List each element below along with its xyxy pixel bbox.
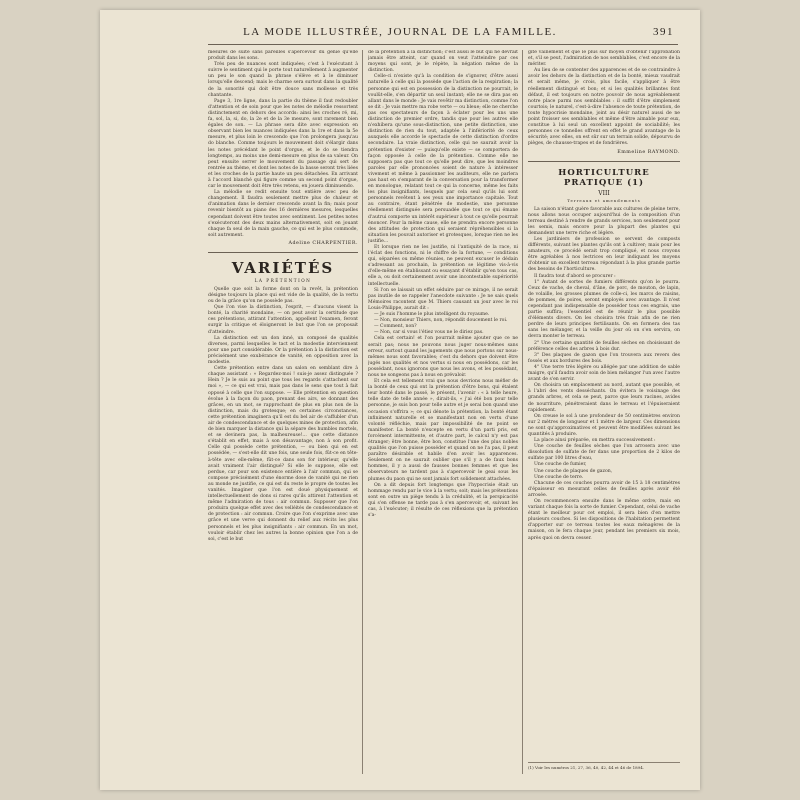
paragraph: Les jardiniers de profession se servent de composts différents, suivant les plantes qu'ils ont à cultiver; mais pour les amateurs, ce procédé serait trop compliqué, et nous croyons être agréables à nos lectrices en leur indiquant les moyens d'obtenir un excellent terreau répondant à la plus grande partie des besoins de l'horticulture. (528, 236, 680, 273)
paragraph: Une couche de terre. (534, 474, 584, 480)
paragraph: Et cela est tellement vrai que nous devrions nous méfier de la bonté de ceux qui ont la prétention d'être bons, qui étalent leur bonté dans le passé, le présent, l'avenir : « à telle heure, telle date de telle année », dirait-ils, « j'ai été bon pour telle personne, je suis bon pour telle autre et je serai bon quand une occasion s'offrira »; ce qui dénote la prétention, la bonté étant infiniment naturelle et se manifestant non en vertu d'une volonté réfléchie, mais par impossibilité de ne point se manifester. La bonté n'excepte en vertu d'un parti pris, est forcément intermittente, et d'autre part, le calcul n'y est pas étranger; être bonne, être bon, constitue l'une des plus nobles qualités que l'on puisse posséder et quand on ne l'a pas, il peut paraître désirable et habile d'en avoir les apparences. Seulement on ne saurait oublier que s'il y a de faux bons hommes, il y a aussi de fausses bonnes femmes et que les observateurs ne tardent pas à s'apercevoir le geai sous les plumes du paon qui ne sont jamais fort solidement attachées. (368, 379, 518, 482)
paragraph: — Non, car si vous l'étiez vous ne le diriez pas. (374, 330, 484, 336)
paragraph: 2° Une certaine quantité de feuilles sèches en choisissant de préférence celles des arbres à bois dur. (528, 340, 680, 352)
paragraph: — Comment, non? (374, 324, 417, 330)
page-header (100, 26, 700, 46)
paragraph: On creuse le sol à une profondeur de 50 centimètres environ sur 2 mètres de longueur et 1 mètre de largeur. Ces dimensions ne sont qu'approximatives et peuvent être modifiées suivant les quantités à produire. (528, 413, 680, 437)
column-divider (362, 50, 363, 774)
journal-title: LA MODE ILLUSTRÉE, JOURNAL DE LA FAMILLE. (243, 26, 557, 38)
section-number: VIII (598, 189, 610, 197)
paragraph: Quelle que soit la forme dont on la revêt, la prétention désigne toujours la place qui est vide de la qualité, de la vertu ou de la grâce qu'on ne possède pas. (208, 286, 358, 305)
paragraph: La place ainsi préparée, on mettra successivement : (534, 438, 656, 444)
paragraph: 3° Des plaques de gazon que l'on trouvera aux revers des fossés et aux bordures des bois. (528, 352, 680, 364)
paragraph: On choisira un emplacement au nord, autant que possible, et à l'abri des vents desséchants. On évitera le voisinage des grands arbres, et cela se peut, parce que leurs racines, avides de nourriture, pénétreraient dans le terreau et l'épuiseraient rapidement. (528, 383, 680, 413)
footnote: (1) Voir les numéros 21, 27, 36, 40, 42, 44 et 46 de 1894. (528, 762, 680, 770)
paragraph: 1° Autant de sortes de fumiers différents qu'on le pourra. Ceux de vache, de cheval, d'âne, de porc, de mouton, de lapin, de volaille, les grosses plumes de colle-ci, les marcs de raisins, de pommes, de poires, seront employés avec avantage. Il n'est cependant pas indispensable de posséder tous ces engrais, une partie suffira; l'essentiel est de réunir le plus possible d'éléments divers. On les choisira très frais afin de ne rien perdre de leurs principes fertilisants. On en formera des tas sans les mélanger, et la veille du jour où on s'en servira, on devra monter le terreau. (528, 279, 680, 340)
paragraph: Il faudra tout d'abord se procurer : (534, 273, 616, 279)
paragraph: On a dit depuis fort longtemps que l'hypocrisie était un hommage rendu par le vice à la vertu; soit; mais les prétentions sont en outre un piège tendu à la crédulité, et la perspicacité qui s'en offense ne tarde pas à s'en apercevoir, et, suivant les cas, à l'exécuter; il résulte de ces réflexions que la prétention s'a- (368, 482, 518, 519)
page-number: 391 (653, 26, 674, 38)
section-subtitle: LA PRÉTENTION (254, 277, 312, 283)
paragraph: Au lieu de se contenter des apparences et de se contraindre à avoir les dehors de la distinction et de la bonté, mieux vaudrait et serait même, je crois, plus facile, s'appliquer à être réellement distingué et bon; et si les qualités brillantes font défaut, il est toujours en notre pouvoir de nous agréablement notre place parmi nos semblables : il suffit d'être simplement courtois; le naturel, c'est-à-dire l'absence de toute prétention, de toute hypocrisie mondaine, joint au désir naturel aussi de ne point froisser ses semblables et même d'être aimable pour eux, constitue à lui seul un excellent appoint de sociabilité; les personnes ce tonnelles offrent en effet le grand avantage de la sécurité; avec elles, on est sûr sur un terrain solide, dépourvu de pièges, de chausse-trapes et de fondrières. (528, 68, 680, 147)
paragraph: Une couche de feuilles sèches que l'on arrosera avec une dissolution de sulfate de fer dans une proportion de 2 kilos de sulfate par 100 litres d'eau, (528, 444, 680, 462)
paragraph: de la prétention à la distinction; c'est aussi le but qui ne devrait jamais être atteint, car quand on veut l'atteindre par ces moyens qui sont, je le répète, la négation même de la distinction. (368, 50, 518, 74)
paragraph: gite vainement et que le plus sûr moyen d'obtenir l'approbation et, s'il se peut, l'admiration de nos semblables, c'est encore de la mériter. (528, 50, 680, 68)
paragraph: Si l'on se laissait un effet séduire par ce mirage, il ne serait pas inutile de se rappeler l'anecdote suivante : Je ne sais quels Mémoires racontent que M. Thiers causant un jour avec le roi Louis-Philippe, aurait dit : (368, 287, 518, 311)
paragraph: — Non, monsieur Thiers, non, répondit doucement le roi. (374, 318, 508, 324)
paragraph: La mélodie se redit ensuite tout entière avec peu de changement. Il faudra seulement mettre plus de chaleur et d'animation dans le dernier crescendo avant la fin; mais pour revenir bientôt au piano des 16 dernières mesures, lesquelles cependant doivent être toutes avec sentiment. Les petites notes s'exécuteront des deux mains alternativement, soit en jouant chaque fa seul de la main gauche, ce qui est le plus commode, soit autrement. (208, 190, 358, 238)
section-title-horticulture: HORTICULTURE PRATIQUE (1) (558, 167, 650, 188)
paragraph: Page 3, 1re ligne, dans la partie du thème il faut redoubler d'attention et de soin pour que les notes de mélodie ressortent distinctement en dehors des accords: ainsi les croches ré, mi, fa, sol, la, si, do, la 2e et de la 3e mesure, sont rarement bien égales de son. — La phrase sera dite avec expression en observant bien les nuances indiquées dans la 1re et dans la 5e mesure, et plus loin le crescendo que l'on prolongera jusqu'au do blanche. Comme toujours le mouvement doit s'élargir dans les notes précédant le point d'orgue, et le do se tiendra longtemps, au moins une demi-mesure en plus de sa valeur. On peut ensuite serrer le mouvement du passage qui sert de rentrée au thème, et dont les notes de la basse seront très liées et les croches de la partie haute un peu détachées. En arrivant à l'accord blanché qui figure comme un second point d'orgue, car le mouvement doit être très retenu, en jouera diminuendo. (208, 98, 358, 190)
paragraph: Celle-ci n'existe qu'à la condition de s'ignorer, d'être aussi naturelle à celle qui la possède que l'action de la respiration; la personne qui est en possession de la distinction ne pourrait, le voulût-elle, s'en départir un seul instant; elle ne se dira pas en allant dans le monde : Je vais revêtir ma distinction, comme l'on se dit : Je vais mettre ma robe verte — ou bleue; elle ne cherche pas ces spectateurs de façon à éclater pour les uns une distinction de premier ordre, tandis que pour les autres elle n'exhibera qu'une sous-distinction, une petite distinction, une distinction de rien du tout, adaptée à l'infériorité de ceux auxquels elle accorde le spectacle de cette distinction d'ordre secondaire. La vraie distinction, celle qui ne saurait avoir la prétention d'exister — puisqu'elle existe — se comportera de façon opposée à celle de la prétention. Comme elle ne supposera pas que tout ce qu'elle peut dire, que les moindres paroles par elle prononcées soient de nature à intéresser vivement et même à passionner les auditeurs, elle ne parlera pas haut en s'emparant de la conversation pour la transformer en monologue, relatant tout ce qui la concerne, même les faits les plus insignifiants, lesquels par cela seul qu'ils lui sont personnels revêtent à ses yeux une importance capitale. Tout au contraire, étant pénétrée de modestie, une personne réellement distinguée sera persuadée que tout ce qui émane d'autrui comporte un intérêt supérieur à tout ce qu'elle pourrait énoncer. Pour la même cause, elle ne prendra encore personne des attitudes de protection qui seraient répréhensibles si la situation les pouvait autoriser et grotesques, lorsque rien ne les justifie... (368, 74, 518, 244)
column-3 (528, 50, 680, 760)
column-1 (208, 50, 358, 774)
paragraph: La saison n'étant guère favorable aux cultures de pleine terre, nous allons nous occuper aujourd'hui de la composition d'un terreau destiné à rendre de grands services, non seulement pour les semis, mais encore pour la plupart des plantes qui demandent une terre riche et légère. (528, 206, 680, 236)
paragraph: Cette prétention entre dans un salon en semblant dire à chaque assistant : « Regardez-moi ! suis-je assez distinguée ? Hein ? Je le suis au point que tous les regards s'attachent sur moi », — ce qui est vrai, mais pas dans le sens que tout à fait opposé à celle que l'on suppose. — Elle prétention en question évolue à la façon du paon, prenant des airs, se donnant des grâces, en un mot, se rapprochant de plus en plus non de la distinction, mais du grotesque; en certaines circonstances, cette prétention imaginera qu'il est du bel air de s'affubler d'un air de condescendance et de quelques mines de protection, afin de bien marquer la distance qui la sépare des humbles mortels, et se devinera pas, la malheureuse!... que cette distance s'établit en effet, mais à son désavantage, non à son profit. Celle qui possède cette prétention, — ou bien qui en est possédée, — s'est-elle dit une fois, une seule fois, fût-ce en tête-à-tête avec elle-même, fût-ce dans son for intérieur, qu'elle avait vraiment l'air distingué? Si elle le suppose, elle est perdue, car pour son existence entière à l'air commun, qui se compose précisément d'une énorme dose de vanité qui ne rien au monde ne justifie, ce qui est du reste le propre de toutes les vanités. Imaginer que l'on est doué physiquement et intellectuellement de dons si rares qu'ils attirent l'attention et même l'admiration de tous : air commun. Supposer que l'on produira quelque effet avec des velléités de condescendance et de protection : air commun. Croire que l'on s'exprime avec une grâce et une verve qui donnent du relief aux récits les plus personnels et les plus insignifiants : air commun. En un mot, vouloir établir chez les autres la bonne opinion que l'on a de soi, c'est le but (208, 366, 358, 542)
column-divider (522, 50, 523, 774)
paragraph: Très peu de nuances sont indiquées; c'est à l'exécutant à suivre le sentiment qui le porte tout naturellement à augmenter un peu le son quand la phrase s'élève et à le diminuer lorsqu'elle descend; mais le charme sera surtout dans la qualité de la sonorité qui doit être douce sans mollesse et très chantante. (208, 62, 358, 98)
paragraph: 4° Une terre très légère ou allégée par une addition de sable maigre, qu'il faudra avoir soin de bien mélanger l'un avec l'autre avant de s'en servir. (528, 364, 680, 383)
section-title-varietes: VARIÉTÉS (231, 258, 335, 277)
column-2 (368, 50, 518, 774)
section-separator (208, 252, 358, 253)
paragraph: Cela est certain! et l'on pourrait même ajouter que ce ne serait pas; nous ne pouvons nous juger nous-mêmes sans erreur, surtout quand les jugements que nous portons sur nous-mêmes nous sont favorables; c'est du dehors que doivent être jugés nos qualités et nos vertus si nous en possédons, car les possédant, nous ignorons que nous les avons, et les possédant, nous ne songeons pas à nous en prévaloir. (368, 336, 518, 378)
paragraph: Chacune de ces couches pourra avoir de 15 à 18 centimètres d'épaisseur en mesurant celles de feuilles après avoir été arrosée. (528, 480, 680, 498)
paragraph: La distinction est un don inné, un composé de qualités diverses, parmi lesquelles le tact et la modestie interviennent pour une part considérable. Or la prétention à la distinction est précisément une exubérance de vanité, en opposition avec la modestie. (208, 335, 358, 366)
paragraph: On recommencera ensuite dans le même ordre, mais en variant chaque fois la sorte de fumier. Cependant, celui de vache étant le meilleur pour cet emploi, il sera bien d'en mettre plusieurs couches. Si les dispositions de l'habitation permettent d'apporter sur ce terreau toutes les eaux ménagères de la maison, on le fera chaque jour, pendant les premiers six mois, après quoi on devra cesser. (528, 499, 680, 541)
paragraph: Une couche de fumier, (534, 462, 587, 468)
header-rule (208, 44, 678, 45)
paragraph: Que l'on vise la distinction, l'esprit, — d'aucuns visent la bonté, la charité mondaine, — on peut avoir la certitude que ces prétentions, attirant l'attention, appellent l'examen, feront surgir la critique et éloigneront le but que l'on se proposait d'atteindre. (208, 305, 358, 335)
section-subtitle: Terreaux et amendements (567, 197, 641, 203)
author-signature: Adeline CHARPENTIER. (288, 240, 358, 246)
paragraph: mesures de suite sans pareilles s'apercevoir du génie qu'elle produit dans les sons. (208, 50, 358, 62)
section-separator (528, 161, 680, 162)
paragraph: Une couche de plaques de gazon, (534, 468, 613, 474)
paragraph: Et lorsque rien ne les justifie, ni l'antiquité de la race, ni l'éclat des fonctions, ni le chiffre de la fortune, — conditions qui, séparées ou même réunies, ne peuvent excuser le dédain s'adressant au prochain, la prétention se légitime vis-à-vis d'elle-même en établissant ou essayant d'établir qu'en tous cas, elle a, ou doit certainement avoir une incontestable supériorité intellectuelle. (368, 245, 518, 287)
paragraph: — Je suis l'homme le plus intelligent du royaume. (374, 312, 490, 318)
author-signature: Emmeline RAYMOND. (617, 149, 680, 155)
